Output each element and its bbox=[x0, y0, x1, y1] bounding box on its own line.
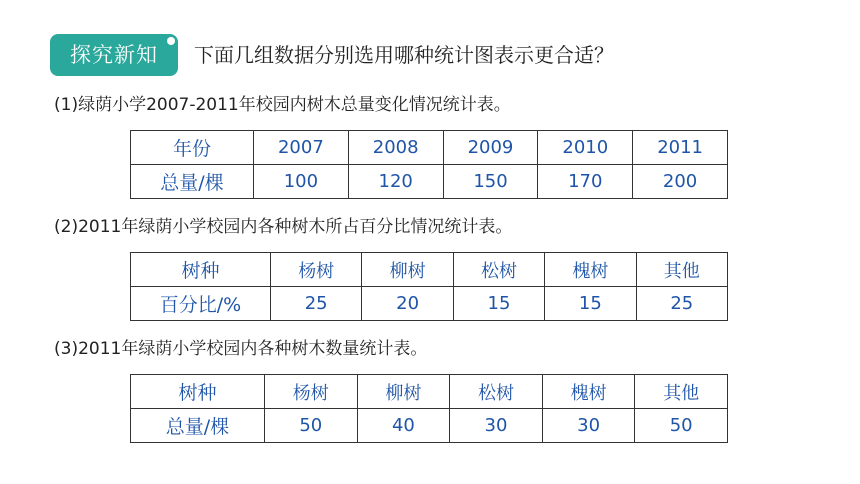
table-cell: 杨树 bbox=[271, 253, 362, 287]
table-row bbox=[131, 165, 728, 199]
table-header-cell: 树种 bbox=[131, 253, 271, 287]
table-cell: 杨树 bbox=[265, 375, 358, 409]
table-cell: 170 bbox=[538, 165, 633, 199]
table-cell: 其他 bbox=[636, 253, 727, 287]
table-header-cell: 树种 bbox=[131, 375, 265, 409]
table-cell: 30 bbox=[542, 409, 635, 443]
table-cell: 2010 bbox=[538, 131, 633, 165]
table-cell: 2007 bbox=[254, 131, 349, 165]
table-cell: 25 bbox=[636, 287, 727, 321]
table-cell: 松树 bbox=[450, 375, 543, 409]
table-cell: 200 bbox=[633, 165, 728, 199]
table-cell: 其他 bbox=[635, 375, 728, 409]
table-row bbox=[131, 253, 728, 287]
table-row bbox=[131, 409, 728, 443]
table-3-title: (3)2011年绿荫小学校园内各种树木数量统计表。 bbox=[54, 339, 428, 359]
question-text: 下面几组数据分别选用哪种统计图表示更合适？ bbox=[194, 43, 614, 67]
table-cell: 松树 bbox=[453, 253, 544, 287]
table-cell: 40 bbox=[357, 409, 450, 443]
table-cell: 20 bbox=[362, 287, 453, 321]
table-cell: 120 bbox=[348, 165, 443, 199]
table-header-cell: 年份 bbox=[131, 131, 254, 165]
table-cell: 2011 bbox=[633, 131, 728, 165]
tree-count-table bbox=[130, 374, 728, 443]
table-cell: 2009 bbox=[443, 131, 538, 165]
table-header-cell: 百分比/% bbox=[131, 287, 271, 321]
tree-total-by-year-table bbox=[130, 130, 728, 199]
table-cell: 15 bbox=[453, 287, 544, 321]
table-cell: 柳树 bbox=[357, 375, 450, 409]
table-row bbox=[131, 131, 728, 165]
table-cell: 槐树 bbox=[545, 253, 636, 287]
table-cell: 150 bbox=[443, 165, 538, 199]
table-cell: 50 bbox=[265, 409, 358, 443]
badge-dot-decoration bbox=[167, 37, 175, 45]
table-2-title: (2)2011年绿荫小学校园内各种树木所占百分比情况统计表。 bbox=[54, 217, 513, 237]
table-cell: 2008 bbox=[348, 131, 443, 165]
table-row bbox=[131, 375, 728, 409]
table-cell: 15 bbox=[545, 287, 636, 321]
table-cell: 柳树 bbox=[362, 253, 453, 287]
table-1-title: (1)绿荫小学2007-2011年校园内树木总量变化情况统计表。 bbox=[54, 95, 511, 115]
table-cell: 25 bbox=[271, 287, 362, 321]
table-header-cell: 总量/棵 bbox=[131, 165, 254, 199]
tree-percentage-table bbox=[130, 252, 728, 321]
table-cell: 槐树 bbox=[542, 375, 635, 409]
section-badge bbox=[50, 34, 178, 76]
section-badge-label: 探究新知 bbox=[70, 43, 158, 67]
table-cell: 30 bbox=[450, 409, 543, 443]
table-row bbox=[131, 287, 728, 321]
table-cell: 50 bbox=[635, 409, 728, 443]
table-cell: 100 bbox=[254, 165, 349, 199]
table-header-cell: 总量/棵 bbox=[131, 409, 265, 443]
